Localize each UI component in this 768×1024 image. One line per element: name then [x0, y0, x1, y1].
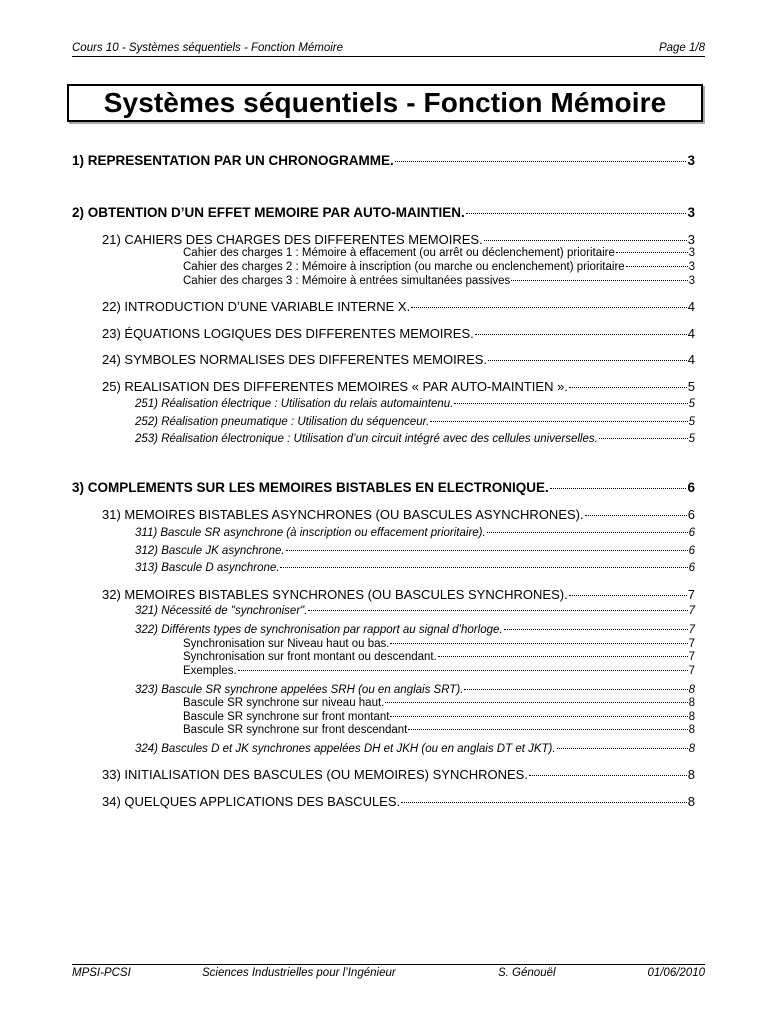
toc-entry[interactable]: [135, 743, 695, 755]
toc-entry-title: 322) Différents types de synchronisation par rapport au signal d’horloge.: [135, 624, 503, 636]
toc-entry[interactable]: [102, 379, 695, 394]
toc-entry-title: 251) Réalisation électrique : Utilisation du relais automaintenu.: [135, 398, 454, 410]
toc-entry-page: 5: [688, 398, 695, 410]
toc-entry[interactable]: [102, 352, 695, 367]
toc-dot-leader: [286, 550, 688, 551]
toc-entry-title: Synchronisation sur Niveau haut ou bas.: [183, 638, 390, 650]
footer-author: S. Génouël: [498, 967, 556, 979]
toc-entry-page: 7: [687, 587, 695, 602]
toc-dot-leader: [529, 775, 687, 776]
toc-entry-page: 3: [687, 205, 695, 220]
toc-entry-title: 25) REALISATION DES DIFFERENTES MEMOIRES « PAR AUTO-MAINTIEN ».: [102, 379, 568, 394]
toc-entry-page: 5: [688, 433, 695, 445]
toc-entry-page: 7: [688, 624, 695, 636]
toc-entry-title: 31) MEMOIRES BISTABLES ASYNCHRONES (OU BASCULES ASYNCHRONES).: [102, 507, 584, 522]
toc-entry[interactable]: [183, 724, 695, 736]
toc-entry[interactable]: [102, 767, 695, 782]
toc-entry-title: 323) Bascule SR synchrone appelées SRH (ou en anglais SRT).: [135, 684, 464, 696]
toc-dot-leader: [401, 802, 687, 803]
toc-entry-page: 4: [687, 326, 695, 341]
toc-entry[interactable]: [183, 638, 695, 650]
toc-entry-page: 3: [688, 275, 695, 287]
toc-entry[interactable]: [102, 507, 695, 522]
toc-entry-title: Cahier des charges 2 : Mémoire à inscription (ou marche ou enclenchement) prioritaire: [183, 261, 625, 273]
toc-entry-page: 6: [687, 480, 695, 495]
toc-entry-page: 4: [687, 352, 695, 367]
toc-entry-page: 6: [688, 545, 695, 557]
toc-dot-leader: [599, 438, 688, 439]
toc-dot-leader: [487, 532, 688, 533]
toc-dot-leader: [395, 161, 687, 162]
toc-entry-page: 5: [687, 379, 695, 394]
toc-entry[interactable]: [183, 697, 695, 709]
toc-dot-leader: [430, 421, 687, 422]
page-header: [72, 42, 705, 57]
toc-entry-page: 3: [688, 247, 695, 259]
header-course-title: Cours 10 - Systèmes séquentiels - Fonction Mémoire: [72, 42, 343, 54]
toc-dot-leader: [464, 689, 687, 690]
toc-entry-title: 252) Réalisation pneumatique : Utilisation du séquenceur.: [135, 416, 430, 428]
toc-dot-leader: [569, 595, 687, 596]
toc-entry-title: 34) QUELQUES APPLICATIONS DES BASCULES.: [102, 794, 401, 809]
toc-entry-page: 7: [688, 638, 695, 650]
toc-entry[interactable]: [102, 232, 695, 247]
page-footer: [72, 964, 705, 979]
toc-entry[interactable]: [72, 205, 695, 220]
toc-entry-title: 312) Bascule JK asynchrone.: [135, 545, 285, 557]
toc-dot-leader: [408, 729, 687, 730]
toc-entry-page: 3: [687, 232, 695, 247]
toc-entry[interactable]: [135, 433, 695, 445]
toc-entry[interactable]: [135, 684, 695, 696]
toc-entry-page: 7: [688, 605, 695, 617]
toc-entry[interactable]: [183, 261, 695, 273]
toc-dot-leader: [454, 403, 687, 404]
toc-entry-title: 253) Réalisation électronique : Utilisation d’un circuit intégré avec des cellules universelles.: [135, 433, 598, 445]
toc-dot-leader: [475, 334, 687, 335]
toc-entry-page: 8: [688, 743, 695, 755]
toc-entry[interactable]: [183, 275, 695, 287]
toc-entry-page: 8: [687, 794, 695, 809]
header-page-number: Page 1/8: [658, 42, 705, 54]
footer-date: 01/06/2010: [647, 967, 705, 979]
toc-entry[interactable]: [135, 398, 695, 410]
toc-entry-title: Cahier des charges 1 : Mémoire à effacement (ou arrêt ou déclenchement) prioritaire: [183, 247, 615, 259]
toc-entry-page: 7: [688, 665, 695, 677]
toc-dot-leader: [466, 213, 687, 214]
toc-entry-page: 8: [688, 684, 695, 696]
toc-dot-leader: [411, 307, 687, 308]
toc-dot-leader: [626, 266, 688, 267]
toc-entry-page: 8: [687, 767, 695, 782]
toc-entry-title: 21) CAHIERS DES CHARGES DES DIFFERENTES MEMOIRES.: [102, 232, 483, 247]
toc-dot-leader: [390, 643, 687, 644]
toc-entry-title: Bascule SR synchrone sur niveau haut.: [183, 697, 385, 709]
toc-entry[interactable]: [102, 299, 695, 314]
toc-entry[interactable]: [183, 247, 695, 259]
toc-entry-title: 313) Bascule D asynchrone.: [135, 562, 280, 574]
toc-entry-title: Cahier des charges 3 : Mémoire à entrées simultanées passives: [183, 275, 511, 287]
toc-dot-leader: [280, 567, 687, 568]
toc-entry-title: 3) COMPLEMENTS SUR LES MEMOIRES BISTABLES EN ELECTRONIQUE.: [72, 480, 549, 495]
toc-entry[interactable]: [72, 480, 695, 495]
toc-dot-leader: [390, 716, 687, 717]
toc-entry[interactable]: [183, 651, 695, 663]
toc-entry-title: Bascule SR synchrone sur front montant: [183, 711, 390, 723]
toc-entry-title: 311) Bascule SR asynchrone (à inscription ou effacement prioritaire).: [135, 527, 486, 539]
toc-entry[interactable]: [183, 711, 695, 723]
toc-entry-page: 6: [688, 527, 695, 539]
toc-entry-page: 8: [688, 724, 695, 736]
toc-dot-leader: [504, 629, 688, 630]
toc-dot-leader: [488, 360, 687, 361]
toc-entry-title: 324) Bascules D et JK synchrones appelées DH et JKH (ou en anglais DT et JKT).: [135, 743, 556, 755]
toc-entry[interactable]: [135, 624, 695, 636]
toc-entry-title: 32) MEMOIRES BISTABLES SYNCHRONES (OU BASCULES SYNCHRONES).: [102, 587, 568, 602]
toc-entry-title: 23) ÉQUATIONS LOGIQUES DES DIFFERENTES MEMOIRES.: [102, 326, 474, 341]
toc-dot-leader: [238, 670, 688, 671]
footer-class: MPSI-PCSI: [72, 967, 131, 979]
toc-entry-page: 3: [688, 261, 695, 273]
toc-entry[interactable]: [72, 153, 695, 168]
toc-dot-leader: [385, 702, 687, 703]
toc-entry[interactable]: [135, 605, 695, 617]
toc-entry-title: Synchronisation sur front montant ou descendant.: [183, 651, 437, 663]
toc-dot-leader: [616, 252, 688, 253]
toc-entry-page: 3: [687, 153, 695, 168]
toc-dot-leader: [438, 656, 688, 657]
toc-entry-page: 7: [688, 651, 695, 663]
toc-entry-page: 6: [688, 562, 695, 574]
toc-dot-leader: [557, 748, 688, 749]
toc-entry-page: 5: [688, 416, 695, 428]
toc-entry-page: 8: [688, 711, 695, 723]
toc-entry[interactable]: [135, 527, 695, 539]
toc-dot-leader: [484, 240, 687, 241]
document-title: Systèmes séquentiels - Fonction Mémoire: [67, 84, 703, 122]
toc-dot-leader: [511, 280, 687, 281]
toc-entry[interactable]: [135, 562, 695, 574]
toc-dot-leader: [308, 610, 687, 611]
toc-entry[interactable]: [135, 416, 695, 428]
toc-entry-title: 321) Nécessité de "synchroniser".: [135, 605, 308, 617]
footer-subject: Sciences Industrielles pour l’Ingénieur: [202, 967, 396, 979]
toc-entry-page: 6: [687, 507, 695, 522]
toc-entry[interactable]: [183, 665, 695, 677]
toc-dot-leader: [569, 387, 687, 388]
toc-entry[interactable]: [102, 326, 695, 341]
toc-entry-title: 1) REPRESENTATION PAR UN CHRONOGRAMME.: [72, 153, 394, 168]
toc-entry[interactable]: [135, 545, 695, 557]
toc-entry-title: Exemples.: [183, 665, 237, 677]
toc-entry-title: 22) INTRODUCTION D’UNE VARIABLE INTERNE X.: [102, 299, 411, 314]
toc-entry[interactable]: [102, 587, 695, 602]
toc-entry-title: Bascule SR synchrone sur front descendant: [183, 724, 408, 736]
toc-dot-leader: [585, 515, 687, 516]
toc-entry-title: 24) SYMBOLES NORMALISES DES DIFFERENTES MEMOIRES.: [102, 352, 488, 367]
toc-entry-page: 8: [688, 697, 695, 709]
toc-entry-page: 4: [687, 299, 695, 314]
toc-entry-title: 33) INITIALISATION DES BASCULES (OU MEMOIRES) SYNCHRONES.: [102, 767, 528, 782]
toc-entry[interactable]: [102, 794, 695, 809]
toc-entry-title: 2) OBTENTION D’UN EFFET MEMOIRE PAR AUTO-MAINTIEN.: [72, 205, 465, 220]
toc-dot-leader: [550, 488, 687, 489]
